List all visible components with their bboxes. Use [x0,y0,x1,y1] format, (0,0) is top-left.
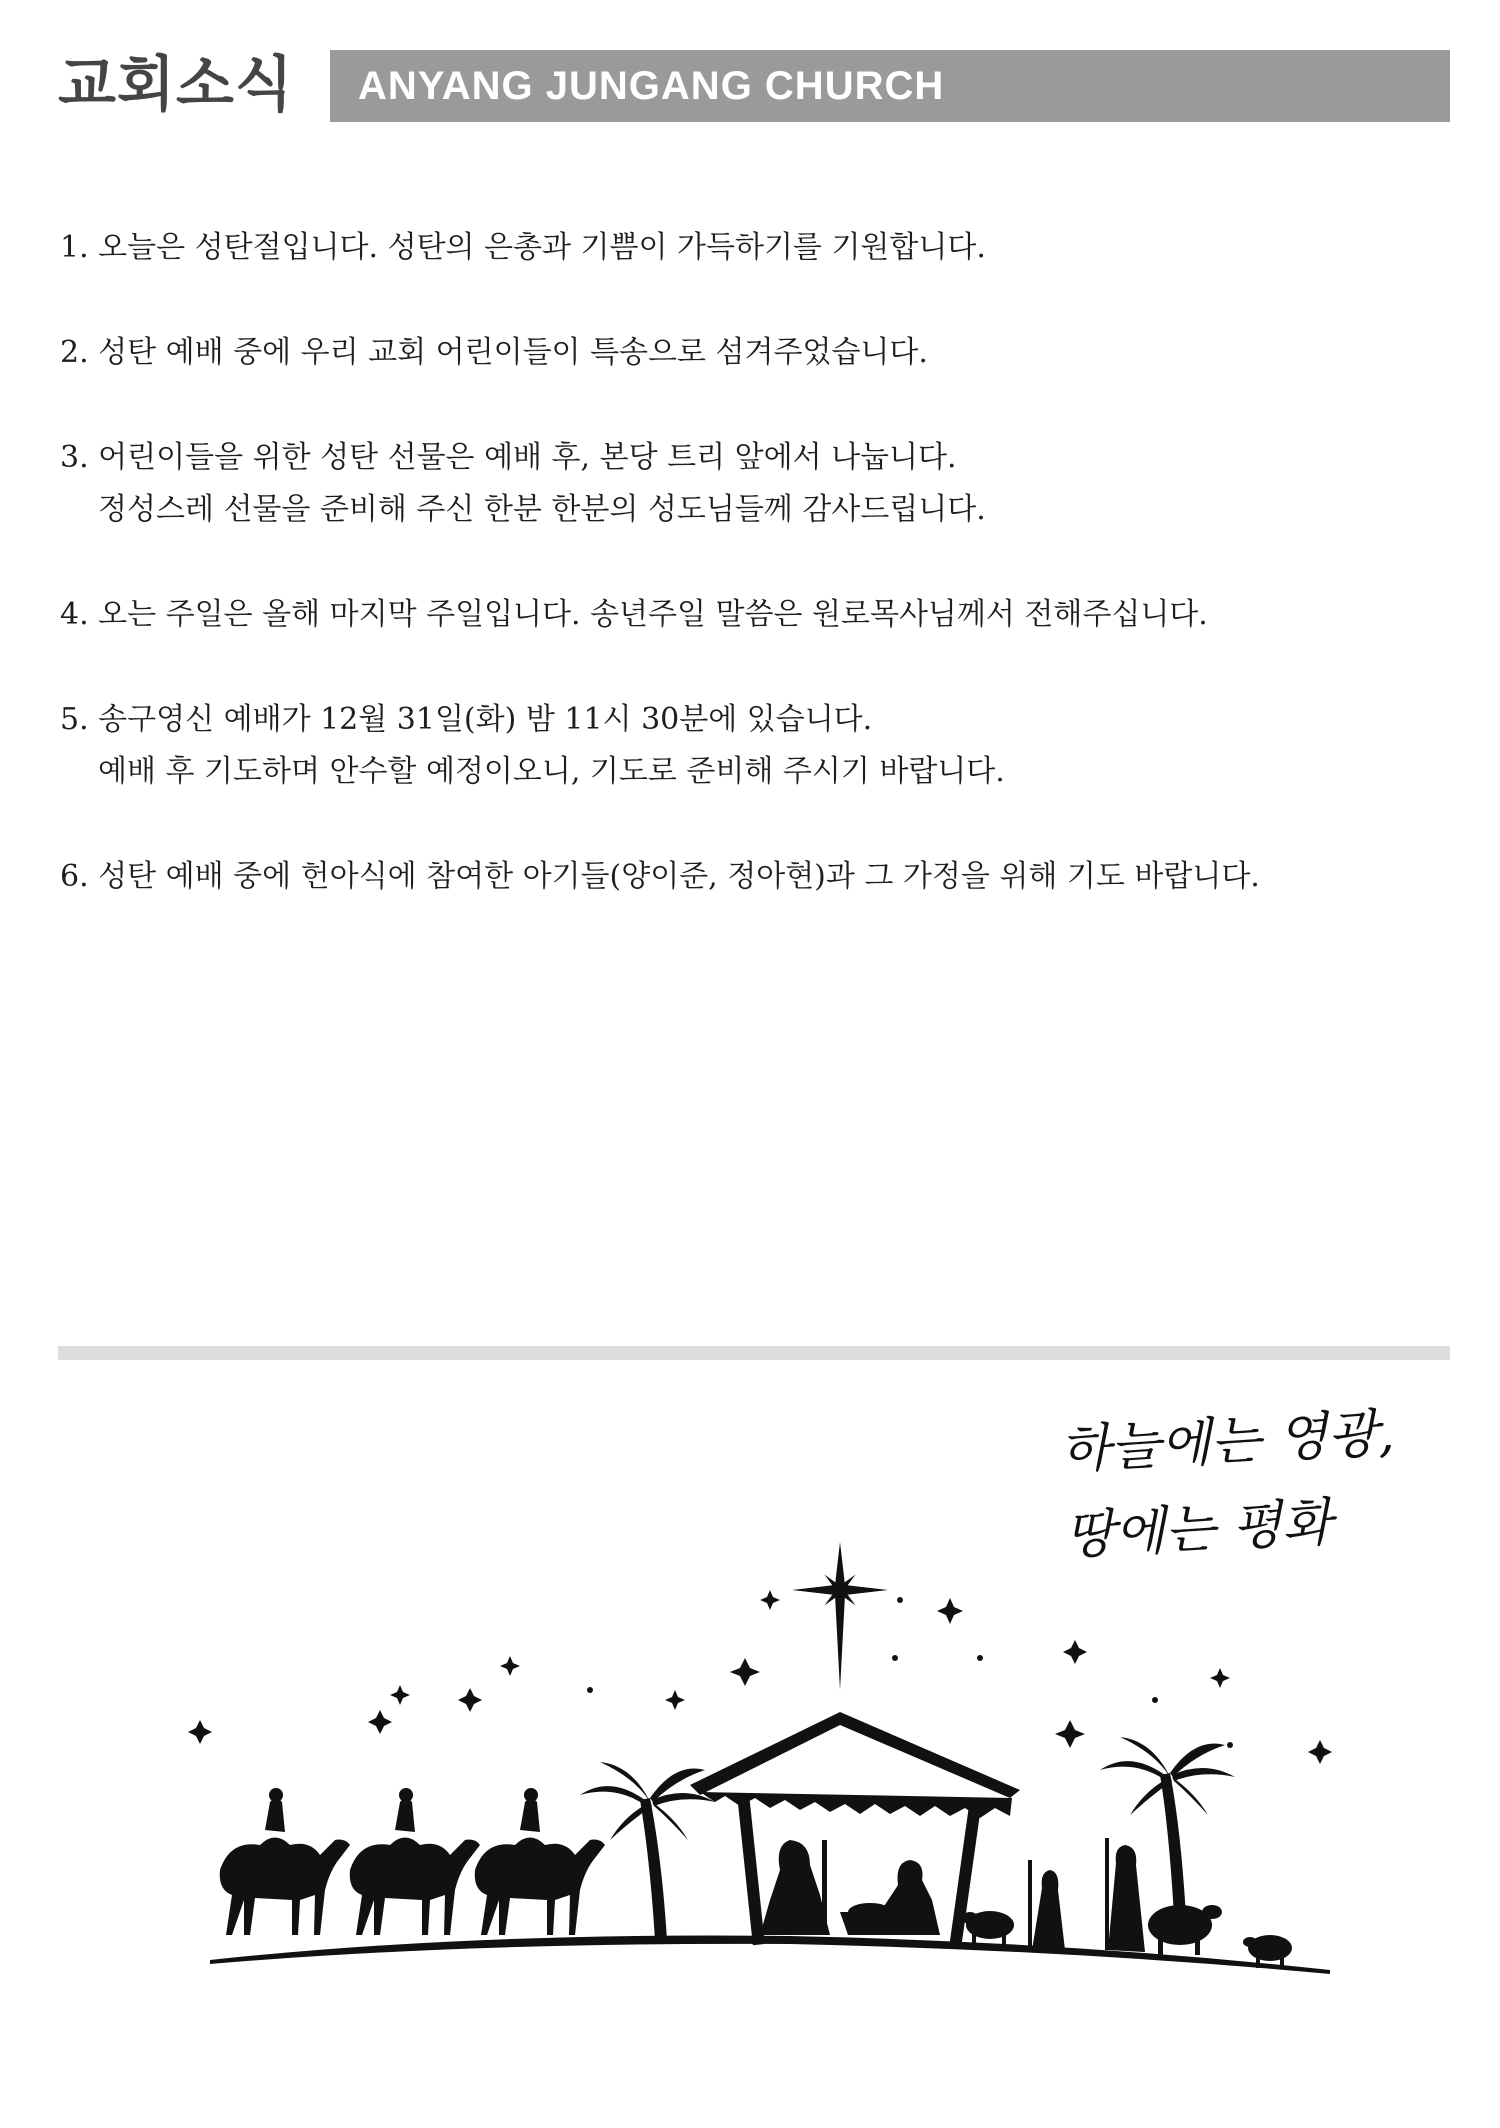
announcement-item [60,432,1440,536]
announcement-list [60,222,1440,956]
section-divider [58,1346,1450,1360]
greeting-line: 하늘에는 영광, [1058,1403,1396,1481]
camel-icon [220,1788,350,1935]
star-icon [188,1590,1332,1764]
church-name: ANYANG JUNGANG CHURCH [358,64,945,108]
announcement-line: 2. 성탄 예배 중에 우리 교회 어린이들이 특송으로 섬겨주었습니다. [60,335,928,370]
announcement-item [60,327,1440,379]
page-title: 교회소식 [58,50,294,120]
announcement-line: 5. 송구영신 예배가 12월 31일(화) 밤 11시 30분에 있습니다. [60,702,873,737]
header-bar [330,50,1450,122]
announcement-item [60,851,1440,903]
announcement-line: 6. 성탄 예배 중에 헌아식에 참여한 아기들(양이준, 정아현)과 그 가정을 위해 기도 바랍니다. [60,859,1260,894]
greeting-line: 땅에는 평화 [1063,1492,1334,1567]
announcement-line: 4. 오는 주일은 올해 마지막 주일입니다. 송년주일 말씀은 원로목사님께서 전해주십니다. [60,597,1208,632]
holy-family-icon [760,1840,940,1935]
header [58,46,1450,124]
star-of-bethlehem-icon [792,1542,888,1690]
announcement-line: 정성스레 선물을 준비해 주신 한분 한분의 성도님들께 감사드립니다. [98,492,986,527]
announcement-item [60,694,1440,798]
announcement-line: 3. 어린이들을 위한 성탄 선물은 예배 후, 본당 트리 앞에서 나눕니다. [60,440,957,475]
announcement-item [60,222,1440,274]
nativity-illustration [170,1540,1370,1990]
announcement-line: 예배 후 기도하며 안수할 예정이오니, 기도로 준비해 주시기 바랍니다. [98,754,1005,789]
camel-icon [475,1788,605,1935]
announcement-line: 1. 오늘은 성탄절입니다. 성탄의 은총과 기쁨이 가득하기를 기원합니다. [60,230,986,265]
announcement-item [60,589,1440,641]
shepherd-icon [1028,1838,1145,1952]
camel-icon [350,1788,480,1935]
